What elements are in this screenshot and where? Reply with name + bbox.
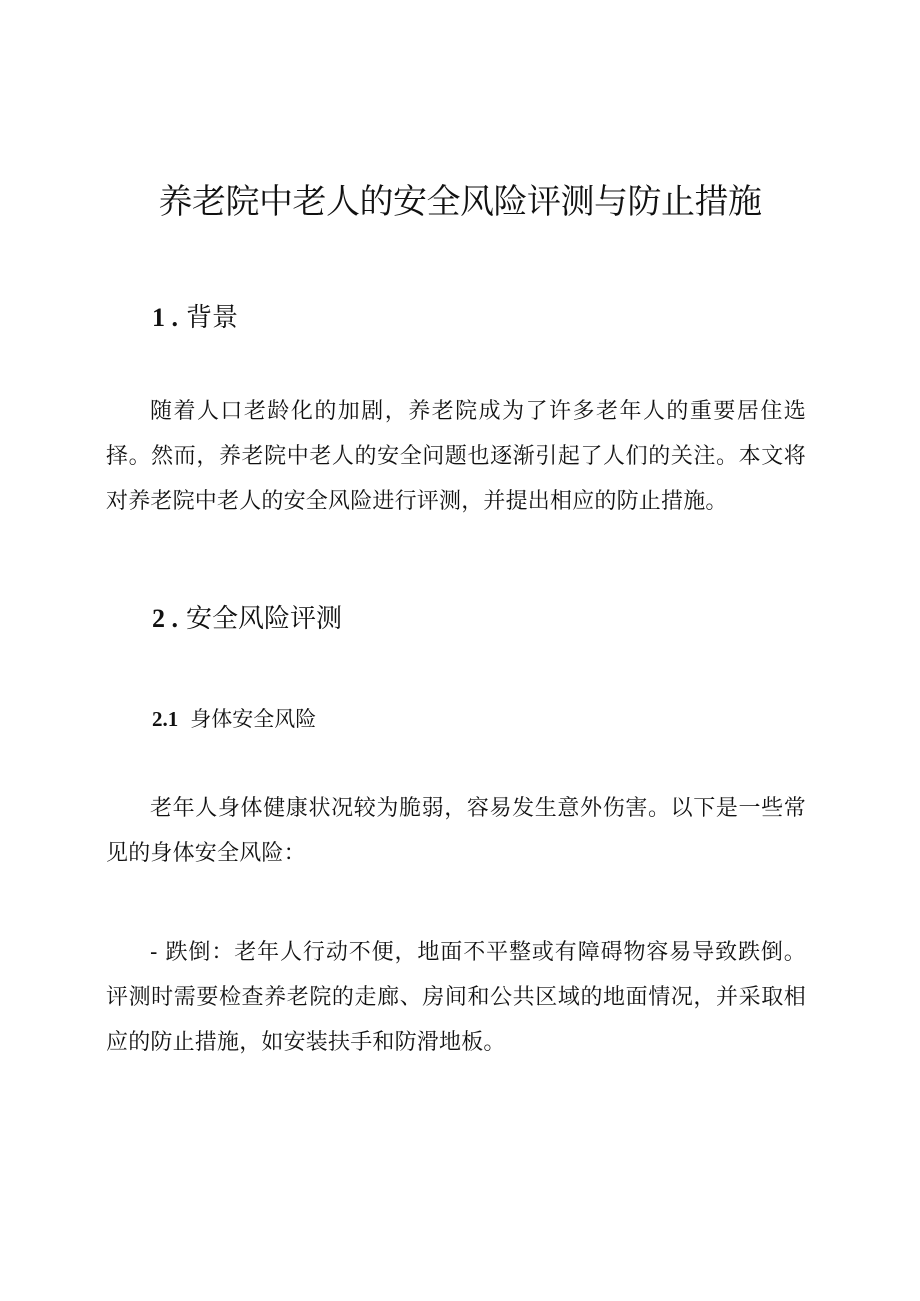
section-1-title: 背景 (186, 303, 239, 333)
subsection-2-1-title: 身体安全风险 (190, 707, 317, 731)
section-2-title: 安全风险评测 (186, 604, 343, 634)
section-1-paragraph: 随着人口老龄化的加剧，养老院成为了许多老年人的重要居住选择。然而，养老院中老人的安全问题也逐渐引起了人们的关注。本文将对养老院中老人的安全风险进行评测，并提出相应的防止措施。 (106, 399, 806, 514)
section-2-number: 2 . (152, 604, 178, 633)
subsection-2-1-intro: 老年人身体健康状况较为脆弱，容易发生意外伤害。以下是一些常见的身体安全风险： (106, 796, 806, 866)
section-2-heading (152, 601, 342, 637)
section-1-number: 1 . (152, 303, 178, 332)
subsection-2-1-number: 2.1 (152, 707, 179, 731)
document-title: 养老院中老人的安全风险评测与防止措施 (158, 182, 762, 222)
subsection-2-1-heading (152, 704, 316, 734)
bullet-fall-risk: - 跌倒：老年人行动不便，地面不平整或有障碍物容易导致跌倒。评测时需要检查养老院的走廊、房间和公共区域的地面情况，并采取相应的防止措施，如安装扶手和防滑地板。 (106, 940, 806, 1055)
section-1-heading (152, 300, 238, 336)
